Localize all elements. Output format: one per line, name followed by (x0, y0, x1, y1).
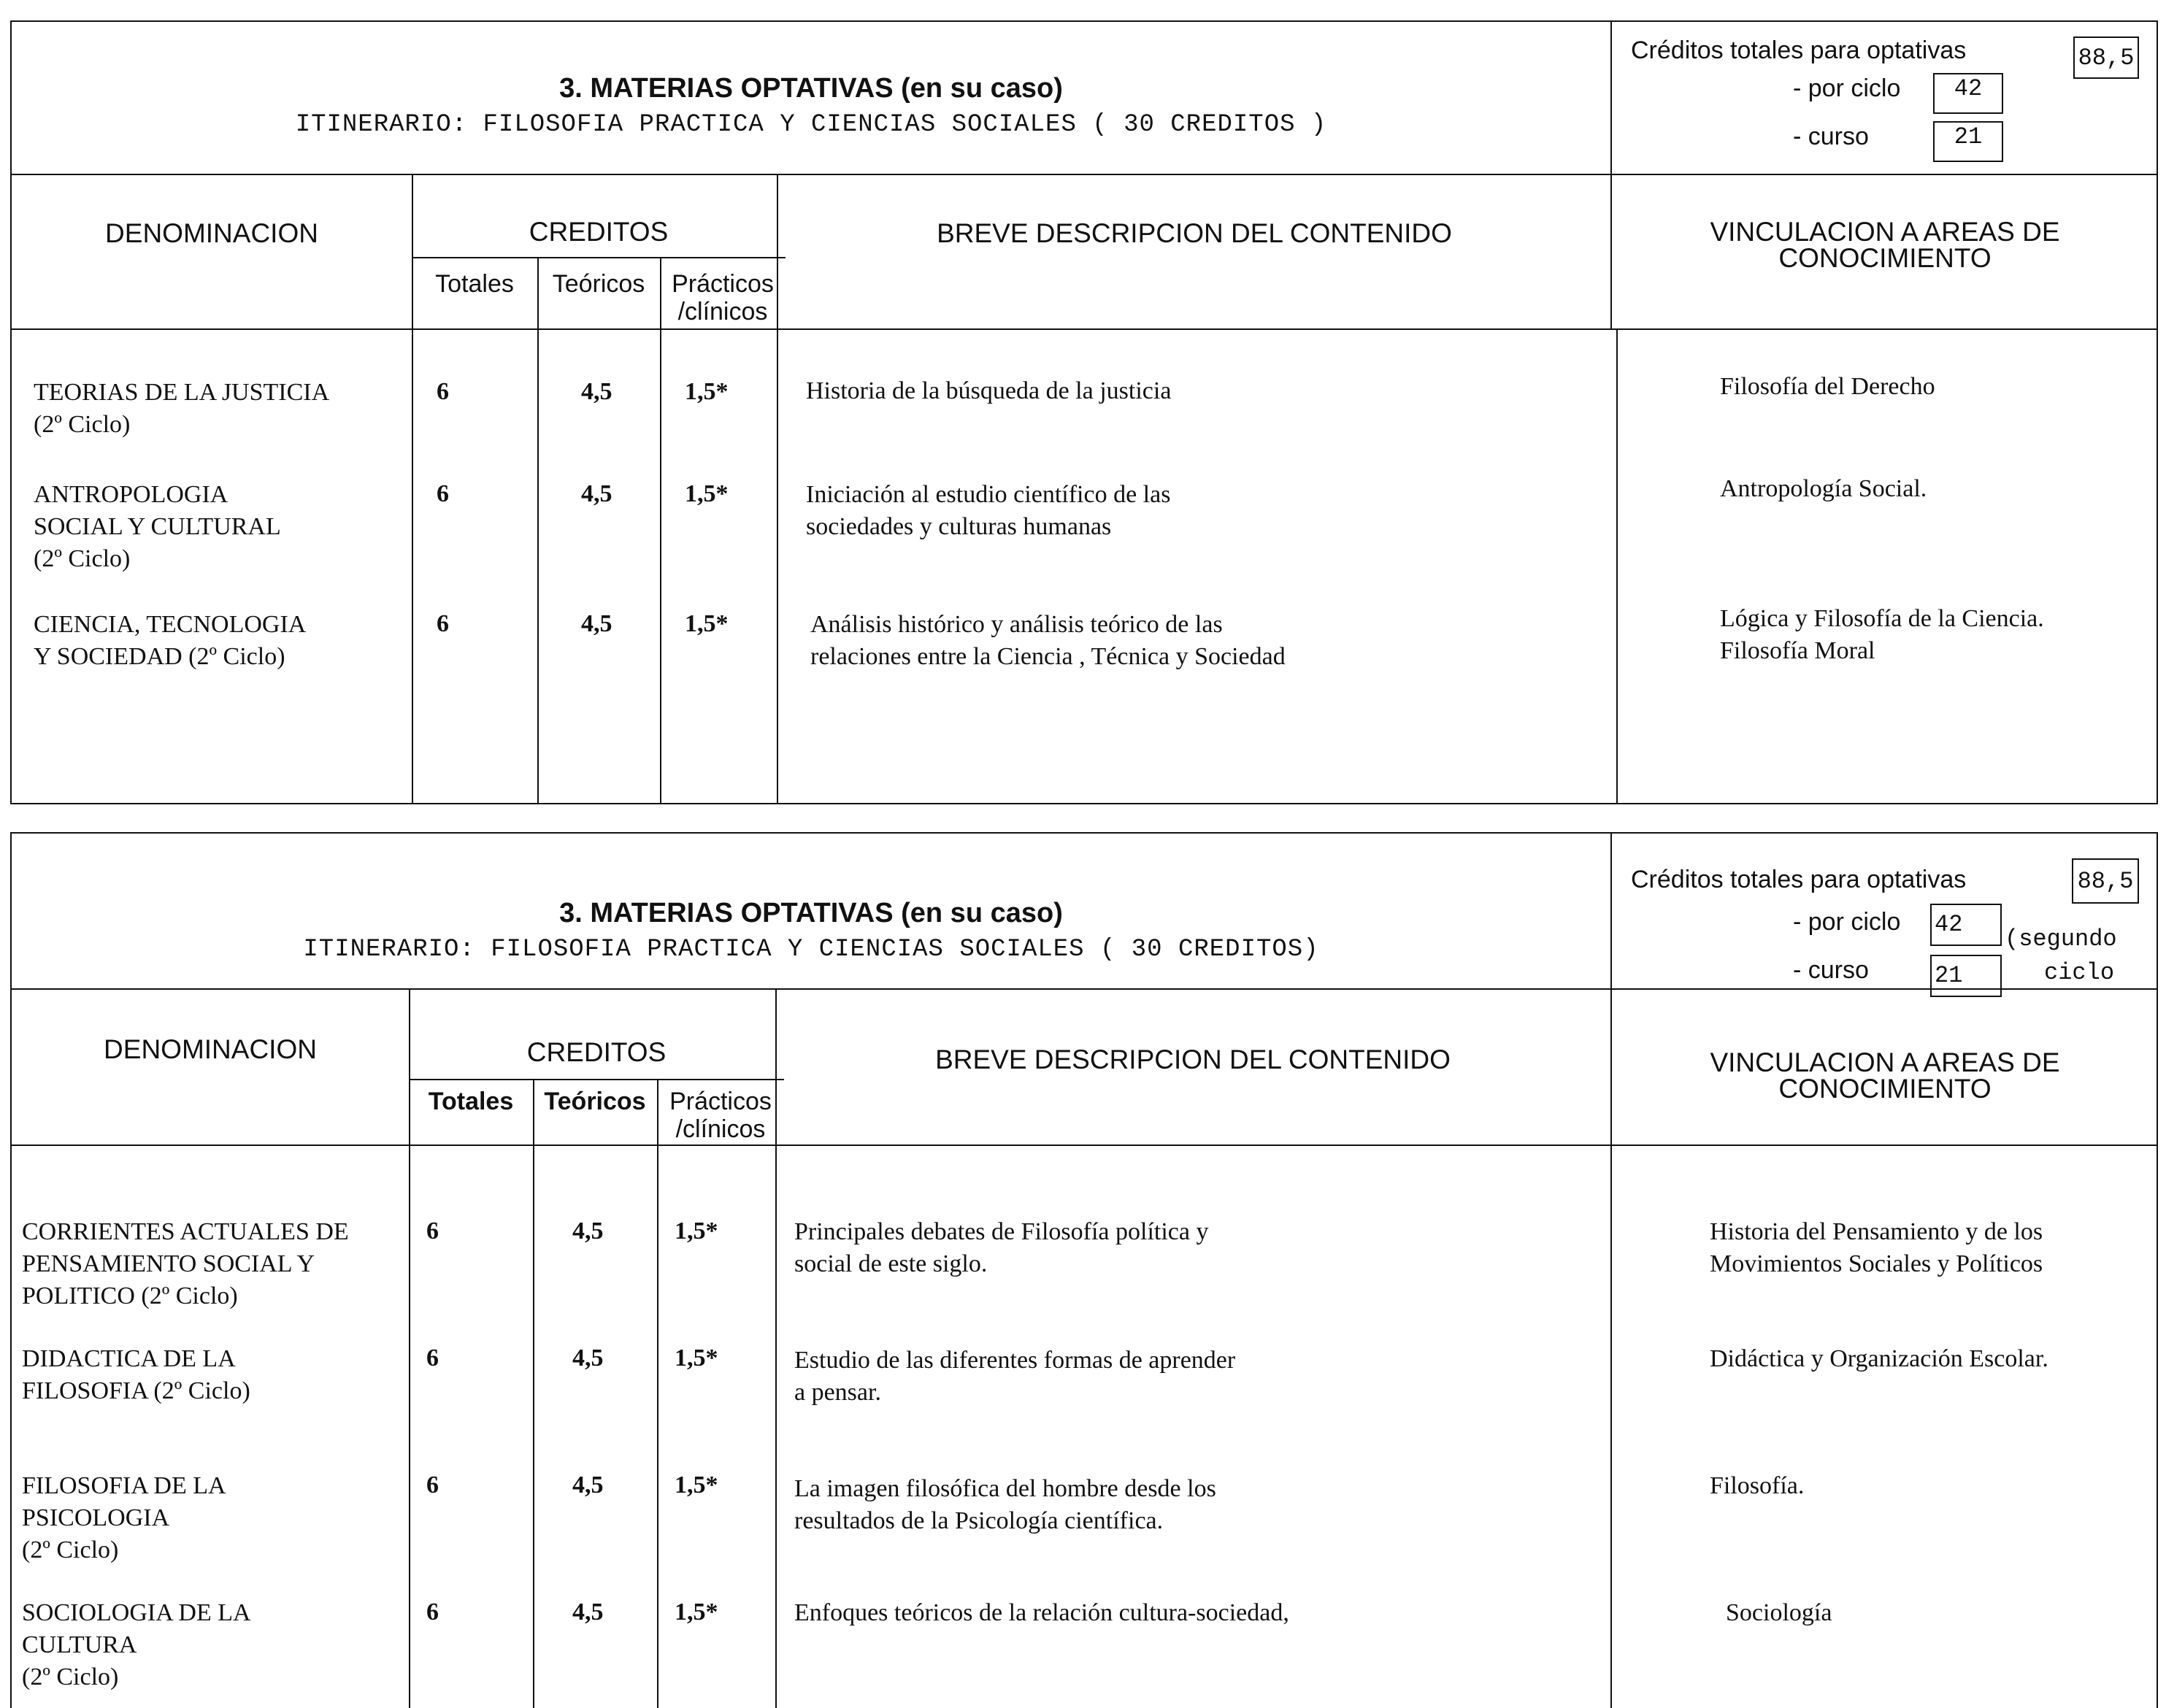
row-2-practicos: 1,5* (675, 1345, 718, 1372)
itinerary-line: ITINERARIO: FILOSOFIA PRACTICA Y CIENCIAS SOCIALES ( 30 CREDITOS) (303, 936, 1319, 963)
row-3-area: Filosofía. (1710, 1472, 1805, 1499)
header-creditos: CREDITOS (529, 217, 669, 247)
row-2-practicos: 1,5* (685, 480, 729, 507)
segundo-ciclo-note-2: ciclo (2044, 959, 2115, 986)
row-3-teoricos: 4,5 (581, 610, 612, 637)
row-4-name: SOCIOLOGIA DE LA CULTURA (2º Ciclo) (22, 1599, 251, 1690)
header-totales: Totales (428, 1088, 514, 1115)
row-1-area: Filosofía del Derecho (1720, 373, 1935, 400)
per-cycle-box: 42 (1933, 73, 2003, 114)
row-3-totales: 6 (426, 1472, 439, 1499)
col-divider-5 (1616, 328, 1618, 803)
row-1-totales: 6 (437, 378, 449, 405)
header-denominacion: DENOMINACION (104, 1034, 317, 1064)
credits-box-divider (1610, 22, 1612, 328)
header-descripcion: BREVE DESCRIPCION DEL CONTENIDO (937, 218, 1452, 248)
col-divider-4 (777, 174, 778, 803)
row-1-name: TEORIAS DE LA JUSTICIA (2º Ciclo) (34, 379, 330, 438)
row-1-desc: Principales debates de Filosofía política y social de este siglo. (794, 1218, 1209, 1277)
col-divider-2 (533, 1079, 534, 1708)
row-4-practicos: 1,5* (675, 1599, 718, 1626)
row-3-practicos: 1,5* (675, 1472, 718, 1499)
row-2-totales: 6 (437, 480, 449, 507)
header-clinicos: /clínicos (677, 298, 768, 326)
optativas-table-2 (10, 832, 2158, 1708)
row-3-name: CIENCIA, TECNOLOGIA Y SOCIEDAD (2º Ciclo) (34, 611, 307, 670)
header-creditos: CREDITOS (526, 1037, 667, 1067)
row-2-name: DIDACTICA DE LA FILOSOFIA (2º Ciclo) (22, 1345, 250, 1404)
row-1-teoricos: 4,5 (581, 378, 612, 405)
course-box: 21 (1930, 955, 2002, 997)
header-vinculacion-2: CONOCIMIENTO (1778, 243, 1992, 273)
col-divider-3 (660, 257, 661, 803)
row-2-totales: 6 (426, 1345, 439, 1372)
header-vinculacion-2: CONOCIMIENTO (1778, 1074, 1992, 1104)
section-title: 3. MATERIAS OPTATIVAS (en su caso) (559, 73, 1063, 104)
section-title: 3. MATERIAS OPTATIVAS (en su caso) (559, 898, 1063, 928)
header-practicos: Prácticos (669, 1088, 772, 1115)
row-2-teoricos: 4,5 (572, 1345, 604, 1372)
row-2-area: Didáctica y Organización Escolar. (1710, 1345, 2048, 1372)
header-totales: Totales (435, 270, 514, 298)
creditos-subdivider (409, 1079, 784, 1080)
row-3-practicos: 1,5* (685, 610, 729, 637)
row-4-desc: Enfoques teóricos de la relación cultura-sociedad, (794, 1599, 1289, 1626)
row-1-name: CORRIENTES ACTUALES DE PENSAMIENTO SOCIAL Y POLITICO (2º Ciclo) (22, 1218, 349, 1309)
row-1-practicos: 1,5* (685, 378, 729, 405)
row-3-name: FILOSOFIA DE LA PSICOLOGIA (2º Ciclo) (22, 1472, 226, 1563)
row-3-totales: 6 (437, 610, 449, 637)
course-label: - curso (1793, 123, 1869, 150)
credits-total-label: Créditos totales para optativas (1631, 866, 1967, 893)
row-1-desc: Historia de la búsqueda de la justicia (806, 377, 1172, 404)
row-1-area: Historia del Pensamiento y de los Movimientos Sociales y Políticos (1710, 1218, 2043, 1277)
row-1-totales: 6 (426, 1217, 439, 1245)
credits-total-box: 88,5 (2073, 36, 2139, 79)
header-divider (12, 174, 2157, 175)
col-divider-2 (537, 257, 539, 803)
credits-total-label: Créditos totales para optativas (1631, 36, 1967, 64)
header-teoricos: Teóricos (552, 270, 645, 298)
row-4-totales: 6 (426, 1599, 439, 1626)
col-divider-3 (657, 1079, 658, 1708)
row-3-desc: Análisis histórico y análisis teórico de las relaciones entre la Ciencia , Técnica y Sociedad (810, 611, 1286, 670)
header-vinculacion-1: VINCULACION A AREAS DE (1710, 1047, 2060, 1077)
row-3-desc: La imagen filosófica del hombre desde los resultados de la Psicología científica. (794, 1475, 1216, 1534)
row-2-desc: Iniciación al estudio científico de las sociedades y culturas humanas (806, 481, 1171, 540)
optativas-table-1 (10, 20, 2158, 804)
header-denominacion: DENOMINACION (105, 218, 318, 248)
row-3-area: Lógica y Filosofía de la Ciencia. Filosofía Moral (1720, 605, 2044, 664)
per-cycle-label: - por ciclo (1793, 74, 1901, 102)
row-1-practicos: 1,5* (675, 1217, 718, 1245)
row-2-desc: Estudio de las diferentes formas de aprender a pensar. (794, 1347, 1236, 1406)
header-teoricos: Teóricos (544, 1088, 646, 1115)
segundo-ciclo-note-1: (segundo (2005, 926, 2117, 953)
header-divider (12, 988, 2157, 990)
header-practicos: Prácticos (672, 270, 774, 298)
row-1-teoricos: 4,5 (572, 1217, 604, 1245)
row-3-teoricos: 4,5 (572, 1472, 604, 1499)
header-clinicos: /clínicos (675, 1115, 766, 1143)
credits-total-box: 88,5 (2072, 858, 2139, 904)
per-cycle-label: - por ciclo (1793, 908, 1901, 936)
row-4-teoricos: 4,5 (572, 1599, 604, 1626)
col-divider-1 (412, 174, 413, 803)
creditos-subdivider (412, 257, 786, 258)
per-cycle-box: 42 (1930, 904, 2002, 946)
itinerary-line: ITINERARIO: FILOSOFIA PRACTICA Y CIENCIAS SOCIALES ( 30 CREDITOS ) (295, 111, 1327, 139)
row-2-area: Antropología Social. (1720, 475, 1927, 502)
row-2-name: ANTROPOLOGIA SOCIAL Y CULTURAL (2º Ciclo) (34, 481, 281, 572)
col-divider-5 (1610, 1145, 1612, 1708)
row-2-teoricos: 4,5 (581, 480, 612, 507)
header-descripcion: BREVE DESCRIPCION DEL CONTENIDO (935, 1045, 1451, 1074)
header-vinculacion-1: VINCULACION A AREAS DE (1710, 217, 2060, 247)
column-header-divider (12, 328, 2157, 330)
column-header-divider (12, 1145, 2157, 1146)
course-box: 21 (1933, 121, 2003, 162)
row-4-area: Sociología (1726, 1599, 1832, 1626)
course-label: - curso (1793, 956, 1869, 984)
